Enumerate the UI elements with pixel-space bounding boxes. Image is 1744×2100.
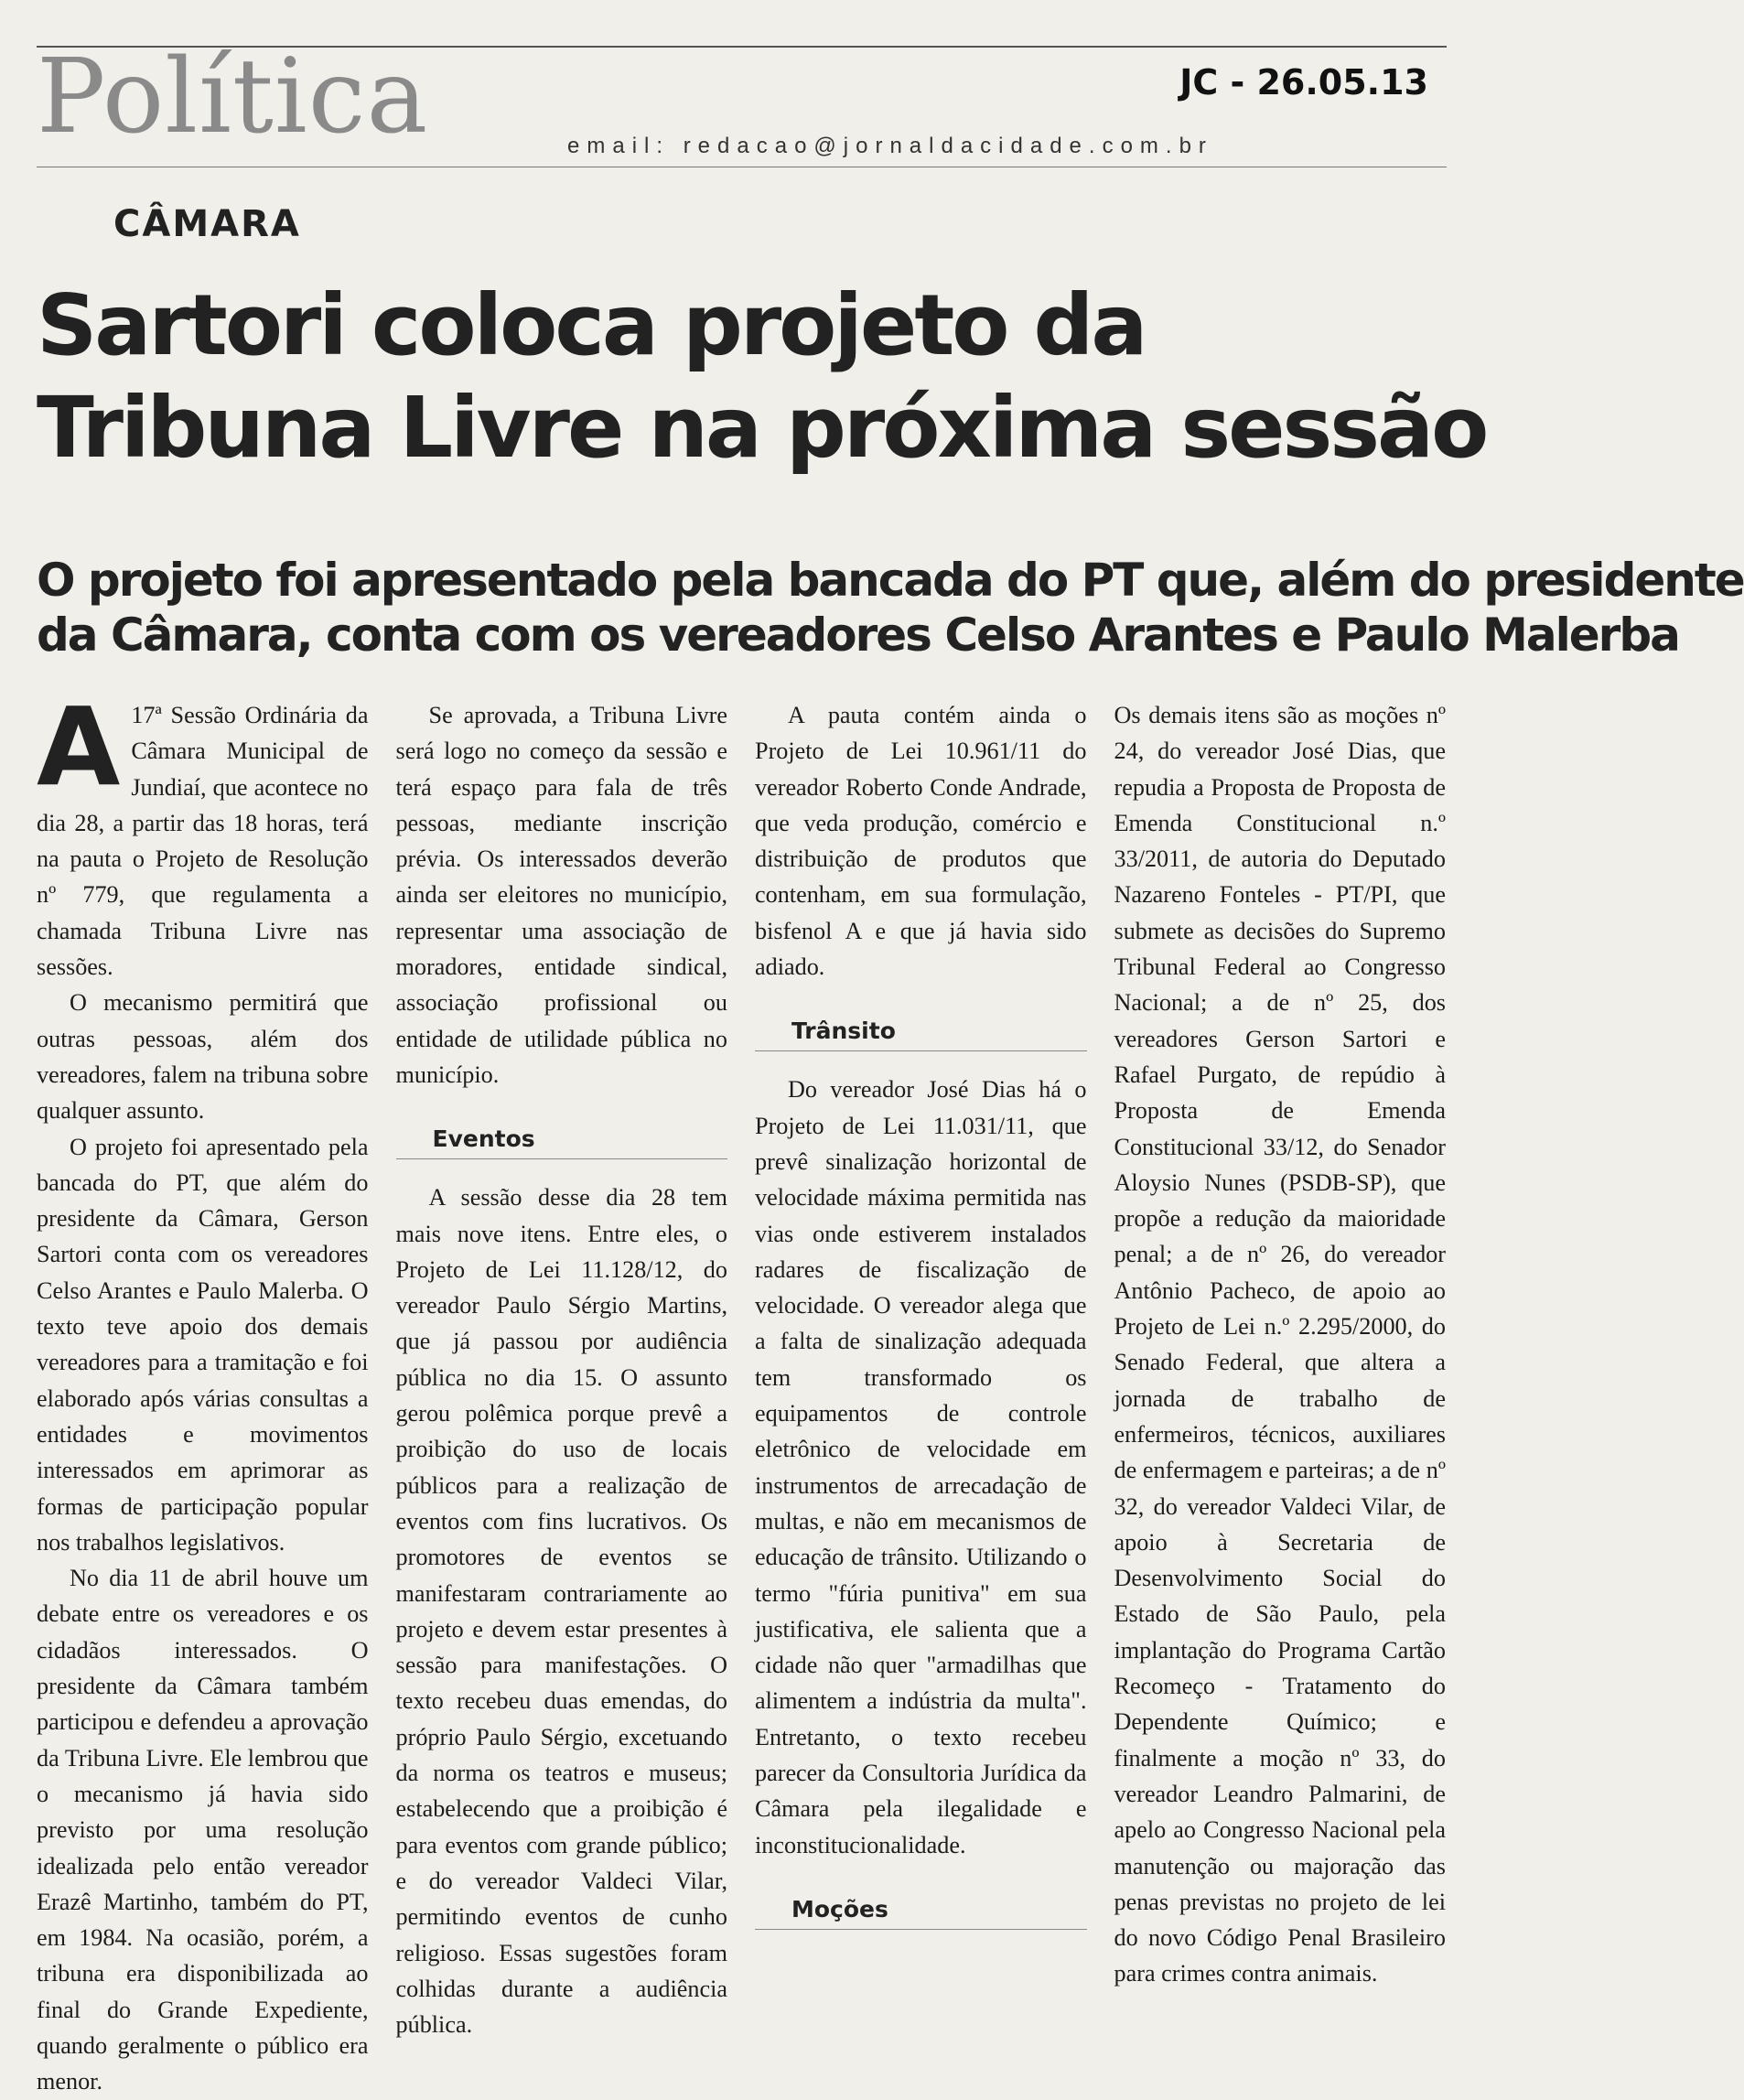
paragraph-7: A pauta contém ainda o Projeto de Lei 10.961/11 do vereador Roberto Conde Andrade, que veda produção, comércio e distribuição de produtos que contenham, em sua formulação, bisfenol A e que já havia sido adiado. xyxy=(755,702,1087,981)
paragraph-4: No dia 11 de abril houve um debate entre os vereadores e os cidadãos interessados. O presidente da Câmara também participou e defendeu a aprovação da Tribuna Livre. Ele lembrou que o mecanismo já havia sido previsto por uma resolução idealizada pelo então vereador Erazê Martinho, também do PT, em 1984. Na ocasião, porém, a tribuna era disponibilizada ao final do Grande Expediente, quando geralmente o público era menor. xyxy=(37,1565,369,2095)
column-3 xyxy=(755,697,1087,1964)
column-4 xyxy=(1114,697,1447,1987)
paragraph-8: Do vereador José Dias há o Projeto de Lei 11.031/11, que prevê sinalização horizontal de velocidade máxima permitida nas vias onde estiverem instalados radares de fiscalização de velocidade. O vereador alega que a falta de sinalização adequada tem transformado os equipamentos de controle eletrônico de velocidade em instrumentos de arrecadação de multas, e não em mecanismos de educação de trânsito. Utilizando o termo "fúria punitiva" em sua justificativa, ele salienta que a cidade não quer "armadilhas que alimentem a indústria da multa". Entretanto, o texto recebeu parecer da Consultoria Jurídica da Câmara pela ilegalidade e inconstitucionalidade. xyxy=(755,1076,1087,1858)
subhead-line-2: da Câmara, conta com os vereadores Celso Arantes e Paulo Malerba xyxy=(37,608,1679,662)
paragraph-1 xyxy=(37,684,369,985)
subtitle-mocoes: Moções xyxy=(755,1894,1087,1930)
column-1 xyxy=(37,684,369,2095)
article-headline xyxy=(37,275,1487,479)
paragraph-6: A sessão desse dia 28 tem mais nove itens. Entre eles, o Projeto de Lei 11.128/12, do vereador Paulo Sérgio Martins, que já passou por audiência pública no dia 15. O assunto gerou polêmica porque prevê a proibição do uso de locais públicos para a realização de eventos com fins lucrativos. Os promotores de eventos se manifestaram contrariamente ao projeto e devem estar presentes à sessão para manifestações. O texto recebeu duas emendas, do próprio Paulo Sérgio, excetuando da norma os teatros e museus; estabelecendo que a proibição é para eventos com grande público; e do vereador Valdeci Vilar, permitindo eventos de cunho religioso. Essas sugestões foram colhidas durante a audiência pública. xyxy=(395,1184,727,2039)
headline-line-1: Sartori coloca projeto da xyxy=(37,276,1146,374)
paragraph-2: O mecanismo permitirá que outras pessoas, além dos vereadores, falem na tribuna sobre qualquer assunto. xyxy=(37,989,369,1125)
headline-line-2: Tribuna Livre na próxima sessão xyxy=(37,379,1487,477)
subtitle-eventos: Eventos xyxy=(396,1124,728,1159)
section-title: Política xyxy=(37,38,429,156)
subtitle-transito: Trânsito xyxy=(755,1016,1087,1051)
subhead-line-1: O projeto foi apresentado pela bancada do PT que, além do presidente xyxy=(37,554,1744,607)
paragraph-9: Os demais itens são as moções nº 24, do vereador José Dias, que repudia a Proposta de Proposta de Emenda Constitucional n.º 33/2011, de autoria do Deputado Nazareno Fonteles - PT/PI, que submete as decisões do Supremo Tribunal Federal ao Congresso Nacional; a de nº 25, dos vereadores Gerson Sartori e Rafael Purgato, de repúdio à Proposta de Emenda Constitucional 33/12, do Senador Aloysio Nunes (PSDB-SP), que propõe a redução da maioridade penal; a de nº 26, do vereador Antônio Pacheco, de apoio ao Projeto de Lei n.º 2.295/2000, do Senado Federal, que altera a jornada de trabalho de enfermeiros, técnicos, auxiliares de enfermagem e parteiras; a de nº 32, do vereador Valdeci Vilar, de apoio à Secretaria de Desenvolvimento Social do Estado de São Paulo, pela implantação do Programa Cartão Recomeço - Tratamento do Dependente Químico; e finalmente a moção nº 33, do vereador Leandro Palmarini, de apelo ao Congresso Nacional pela manutenção ou majoração das penas previstas no projeto de lei do novo Código Penal Brasileiro para crimes contra animais. xyxy=(1114,702,1446,1987)
article-subhead xyxy=(37,553,1744,662)
contact-email: email: redacao@jornaldacidade.com.br xyxy=(567,134,1213,158)
paragraph-1-text: 17ª Sessão Ordinária da Câmara Municipal de Jundiaí, que acontece no dia 28, a partir das 18 horas, terá na pauta o Projeto de Resolução nº 779, que regulamenta a chamada Tribuna Livre nas sessões. xyxy=(37,702,369,981)
edition-date: JC - 26.05.13 xyxy=(1179,62,1428,102)
article-kicker: CÂMARA xyxy=(113,203,301,245)
drop-cap: A xyxy=(37,684,121,810)
article-body xyxy=(37,684,1446,2095)
paragraph-3: O projeto foi apresentado pela bancada do PT, que além do presidente da Câmara, Gerson Sartori conta com os vereadores Celso Arantes e Paulo Malerba. O texto teve apoio dos demais vereadores para a tramitação e foi elaborado após várias consultas a entidades e movimentos interessados em aprimorar as formas de participação popular nos trabalhos legislativos. xyxy=(37,1133,369,1556)
paragraph-5: Se aprovada, a Tribuna Livre será logo no começo da sessão e terá espaço para fala de três pessoas, mediante inscrição prévia. Os interessados deverão ainda ser eleitores no município, representar uma associação de moradores, entidade sindical, associação profissional ou entidade de utilidade pública no município. xyxy=(395,702,727,1088)
column-2 xyxy=(395,697,728,2039)
